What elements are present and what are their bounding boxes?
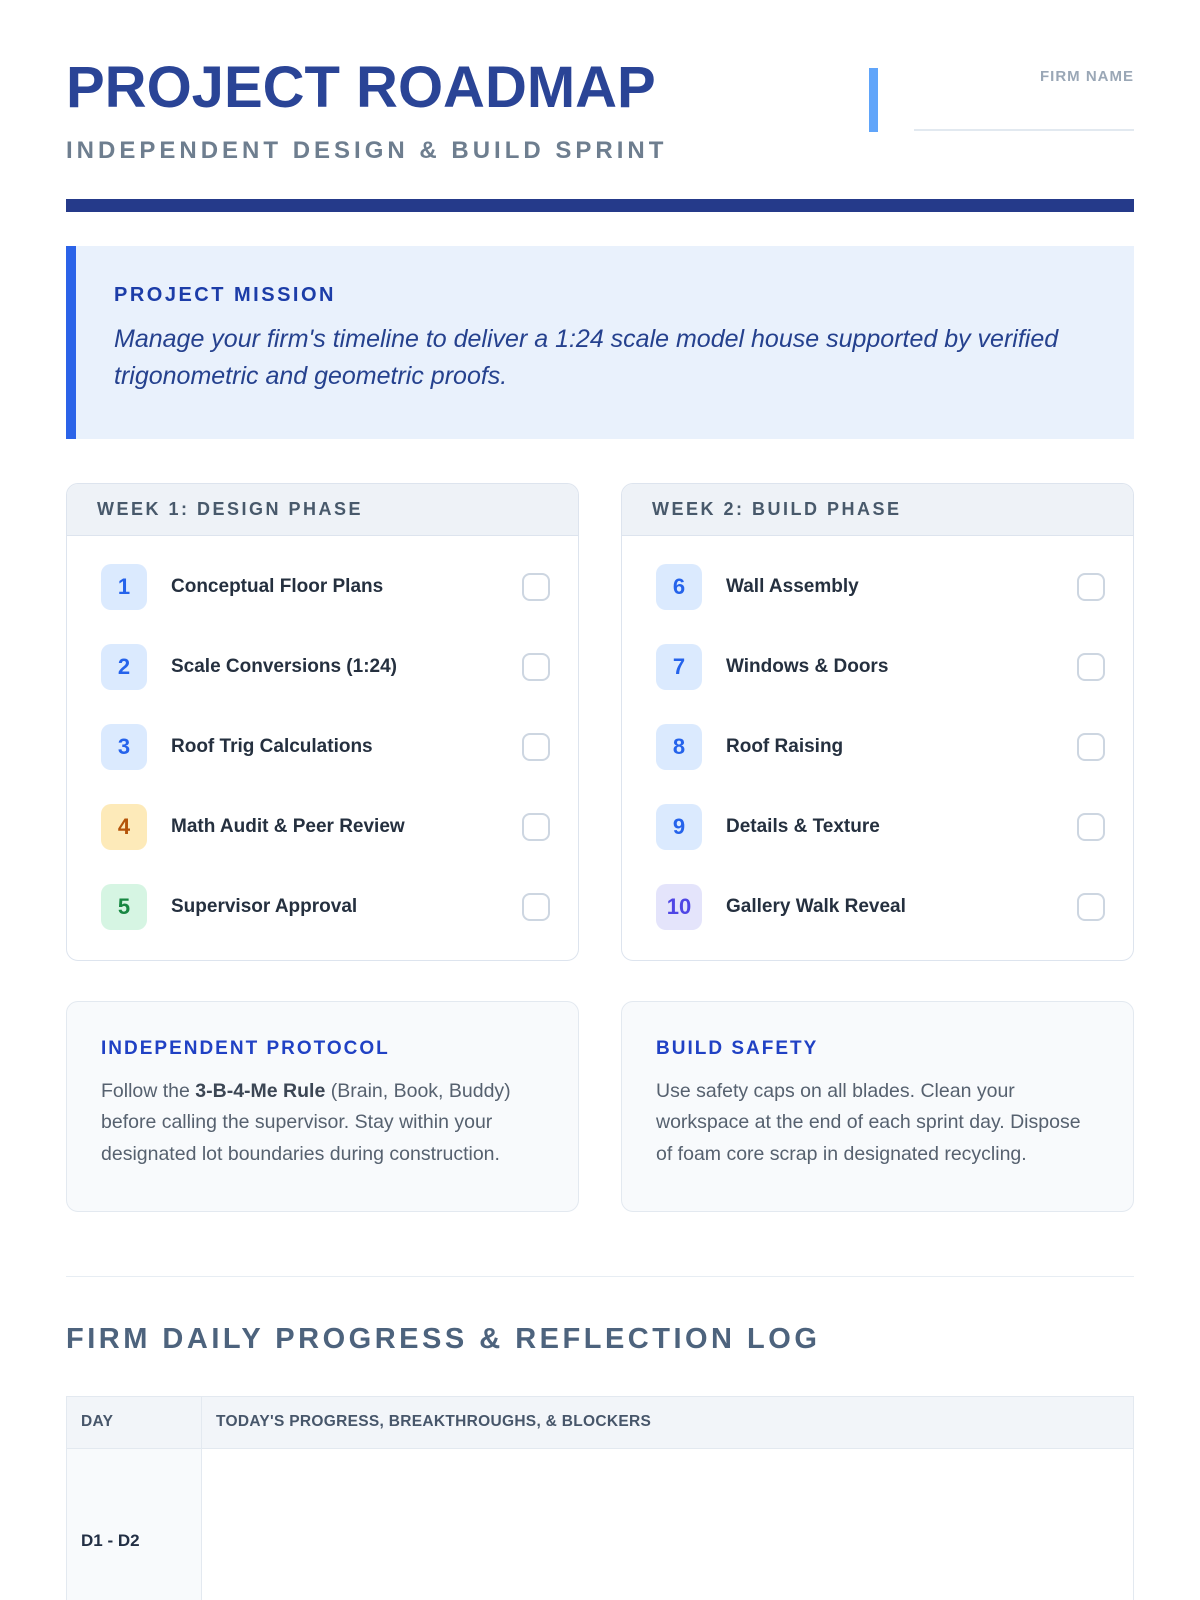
firm-name-section bbox=[869, 68, 1134, 132]
safety-heading: BUILD SAFETY bbox=[656, 1037, 819, 1059]
task-number-badge: 5 bbox=[101, 884, 147, 930]
log-header-row bbox=[67, 1396, 1134, 1448]
week-cards-row bbox=[66, 483, 1134, 961]
protocol-body: Follow the 3-B-4-Me Rule (Brain, Book, Buddy) before calling the supervisor. Stay within your designated lot boundaries during construction. bbox=[101, 1079, 511, 1166]
week2-heading: WEEK 2: BUILD PHASE bbox=[622, 484, 1133, 536]
task-row bbox=[656, 564, 1105, 610]
task-label: Math Audit & Peer Review bbox=[171, 815, 405, 837]
task-number-badge: 6 bbox=[656, 564, 702, 610]
task-checkbox[interactable] bbox=[1077, 653, 1105, 681]
task-label: Supervisor Approval bbox=[171, 895, 358, 917]
week1-task-list bbox=[67, 536, 578, 960]
task-number-badge: 8 bbox=[656, 724, 702, 770]
task-row bbox=[101, 564, 550, 610]
independent-protocol-card bbox=[66, 1001, 579, 1212]
build-safety-card bbox=[621, 1001, 1134, 1212]
task-row bbox=[101, 724, 550, 770]
header-titles bbox=[66, 55, 668, 165]
task-row bbox=[101, 884, 550, 930]
log-entry-cell[interactable] bbox=[202, 1448, 1134, 1600]
task-label: Roof Trig Calculations bbox=[171, 735, 373, 757]
log-column-day: DAY bbox=[67, 1396, 202, 1448]
log-row bbox=[67, 1448, 1134, 1600]
firm-name-input[interactable] bbox=[914, 129, 1134, 131]
task-number-badge: 4 bbox=[101, 804, 147, 850]
protocol-heading: INDEPENDENT PROTOCOL bbox=[101, 1037, 390, 1059]
task-number-badge: 1 bbox=[101, 564, 147, 610]
task-row bbox=[656, 724, 1105, 770]
page-title: PROJECT ROADMAP bbox=[66, 55, 656, 120]
task-row bbox=[101, 804, 550, 850]
task-checkbox[interactable] bbox=[1077, 813, 1105, 841]
log-day-cell: D1 - D2 bbox=[67, 1448, 202, 1600]
task-checkbox[interactable] bbox=[1077, 733, 1105, 761]
task-row bbox=[101, 644, 550, 690]
task-row bbox=[656, 884, 1105, 930]
task-number-badge: 2 bbox=[101, 644, 147, 690]
week2-task-list bbox=[622, 536, 1133, 960]
task-number-badge: 7 bbox=[656, 644, 702, 690]
log-section-heading: FIRM DAILY PROGRESS & REFLECTION LOG bbox=[66, 1322, 821, 1355]
page-subtitle: INDEPENDENT DESIGN & BUILD SPRINT bbox=[66, 136, 668, 164]
task-label: Conceptual Floor Plans bbox=[171, 575, 384, 597]
task-number-badge: 3 bbox=[101, 724, 147, 770]
task-label: Roof Raising bbox=[726, 735, 844, 757]
protocol-rule-name: 3-B-4-Me Rule bbox=[195, 1079, 326, 1102]
task-number-badge: 10 bbox=[656, 884, 702, 930]
task-checkbox[interactable] bbox=[522, 813, 550, 841]
log-column-progress: TODAY'S PROGRESS, BREAKTHROUGHS, & BLOCKERS bbox=[202, 1396, 1134, 1448]
mission-heading: PROJECT MISSION bbox=[114, 283, 336, 306]
info-cards-row bbox=[66, 1001, 1134, 1212]
firm-name-block bbox=[914, 68, 1134, 131]
daily-log-table bbox=[66, 1396, 1134, 1600]
task-checkbox[interactable] bbox=[1077, 573, 1105, 601]
task-checkbox[interactable] bbox=[522, 573, 550, 601]
firm-name-label: FIRM NAME bbox=[1040, 68, 1134, 85]
week2-card bbox=[621, 483, 1134, 961]
task-row bbox=[656, 804, 1105, 850]
task-label: Windows & Doors bbox=[726, 655, 889, 677]
header bbox=[66, 55, 1134, 165]
task-label: Scale Conversions (1:24) bbox=[171, 655, 397, 677]
task-number-badge: 9 bbox=[656, 804, 702, 850]
week1-card bbox=[66, 483, 579, 961]
firm-accent-bar bbox=[869, 68, 878, 132]
mission-body: Manage your firm's timeline to deliver a 1:24 scale model house supported by verified trigonometric and geometric proofs. bbox=[114, 324, 1059, 390]
task-checkbox[interactable] bbox=[522, 653, 550, 681]
header-rule-bar bbox=[66, 199, 1134, 212]
task-row bbox=[656, 644, 1105, 690]
task-label: Details & Texture bbox=[726, 815, 880, 837]
project-mission-callout bbox=[66, 246, 1134, 439]
task-label: Wall Assembly bbox=[726, 575, 859, 597]
week1-heading: WEEK 1: DESIGN PHASE bbox=[67, 484, 578, 536]
task-checkbox[interactable] bbox=[522, 733, 550, 761]
section-divider bbox=[66, 1276, 1134, 1277]
safety-body: Use safety caps on all blades. Clean your workspace at the end of each sprint day. Dispose of foam core scrap in designated recycling. bbox=[656, 1079, 1081, 1166]
task-checkbox[interactable] bbox=[522, 893, 550, 921]
task-label: Gallery Walk Reveal bbox=[726, 895, 906, 917]
task-checkbox[interactable] bbox=[1077, 893, 1105, 921]
